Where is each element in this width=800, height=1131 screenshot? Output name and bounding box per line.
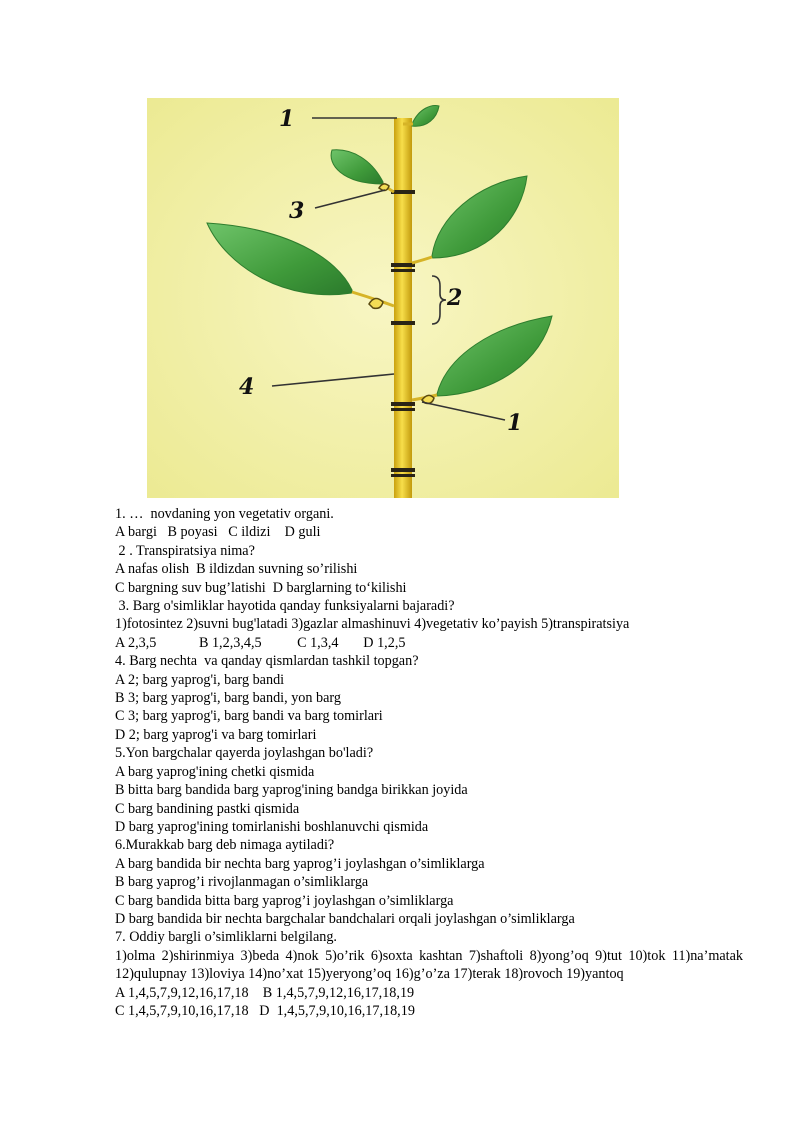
question-6-option-d: D barg bandida bir nechta bargchalar bandchalari orqali joylashgan o’simliklarga [115,910,575,927]
question-5-option-a: A barg yaprog'ining chetki qismida [115,763,315,780]
figure-background [147,98,619,498]
question-4-option-c: C 3; barg yaprog'i, barg bandi va barg tomirlari [115,708,383,725]
question-7: 7. Oddiy bargli o’simliklarni belgilang. [115,929,337,946]
question-2: 2 . Transpiratsiya nima? [115,542,255,559]
label-3: 3 [289,198,305,224]
label-1-top: 1 [279,106,295,132]
question-6-option-c: C barg bandida bitta barg yaprog’i joylashgan o’simliklarga [115,892,454,909]
question-7-options-cd: C 1,4,5,7,9,10,16,17,18 D 1,4,5,7,9,10,16,17,18,19 [115,1002,415,1019]
question-5: 5.Yon bargchalar qayerda joylashgan bo'ladi? [115,745,374,762]
question-4-option-d: D 2; barg yaprog'i va barg tomirlari [115,726,317,743]
plant-shoot-diagram [147,98,619,498]
question-4-option-a: A 2; barg yaprog'i, barg bandi [115,671,285,688]
stem [394,118,412,498]
question-6-option-a: A barg bandida bir nechta barg yaprog’i joylashgan o’simliklarga [115,855,485,872]
question-7-items: 1)olma 2)shirinmiya 3)beda 4)nok 5)o’rik 6)soxta kashtan 7)shaftoli 8)yong’oq 9)tut 10)tok 11)na’matak 12)qulupnay 13)loviya 14)no’xat 15)yeryong’oq 16)g’o’za 17)terak 18)rovoch 19)yantoq [115,947,743,983]
question-4-option-b: B 3; barg yaprog'i, barg bandi, yon barg [115,690,341,707]
question-5-option-c: C barg bandining pastki qismida [115,800,300,817]
question-3-options: A 2,3,5 B 1,2,3,4,5 C 1,3,4 D 1,2,5 [115,634,406,651]
label-4: 4 [239,374,255,400]
question-2-options-cd: C bargning suv bug’latishi D barglarning to‘kilishi [115,579,407,596]
question-6-option-b: B barg yaprog’i rivojlanmagan o’simliklarga [115,874,369,891]
quiz-text [115,505,743,1020]
question-4: 4. Barg nechta va qanday qismlardan tashkil topgan? [115,653,419,670]
label-1-bottom: 1 [507,410,523,436]
question-2-options-ab: A nafas olish B ildizdan suvning so’rilishi [115,561,358,578]
question-1: 1. … novdaning yon vegetativ organi. [115,506,334,522]
question-3: 3. Barg o'simliklar hayotida qanday funksiyalarni bajaradi? [115,598,455,615]
question-3-items: 1)fotosintez 2)suvni bug'latadi 3)gazlar almashinuvi 4)vegetativ ko’payish 5)transpiratsiya [115,616,630,633]
question-5-option-d: D barg yaprog'ining tomirlanishi boshlanuvchi qismida [115,818,429,835]
question-6: 6.Murakkab barg deb nimaga aytiladi? [115,837,335,854]
question-5-option-b: B bitta barg bandida barg yaprog'ining bandga birikkan joyida [115,782,468,799]
question-7-options-ab: A 1,4,5,7,9,12,16,17,18 B 1,4,5,7,9,12,16,17,18,19 [115,984,415,1001]
question-1-options: A bargi B poyasi C ildizi D guli [115,524,321,541]
label-2: 2 [447,285,463,311]
